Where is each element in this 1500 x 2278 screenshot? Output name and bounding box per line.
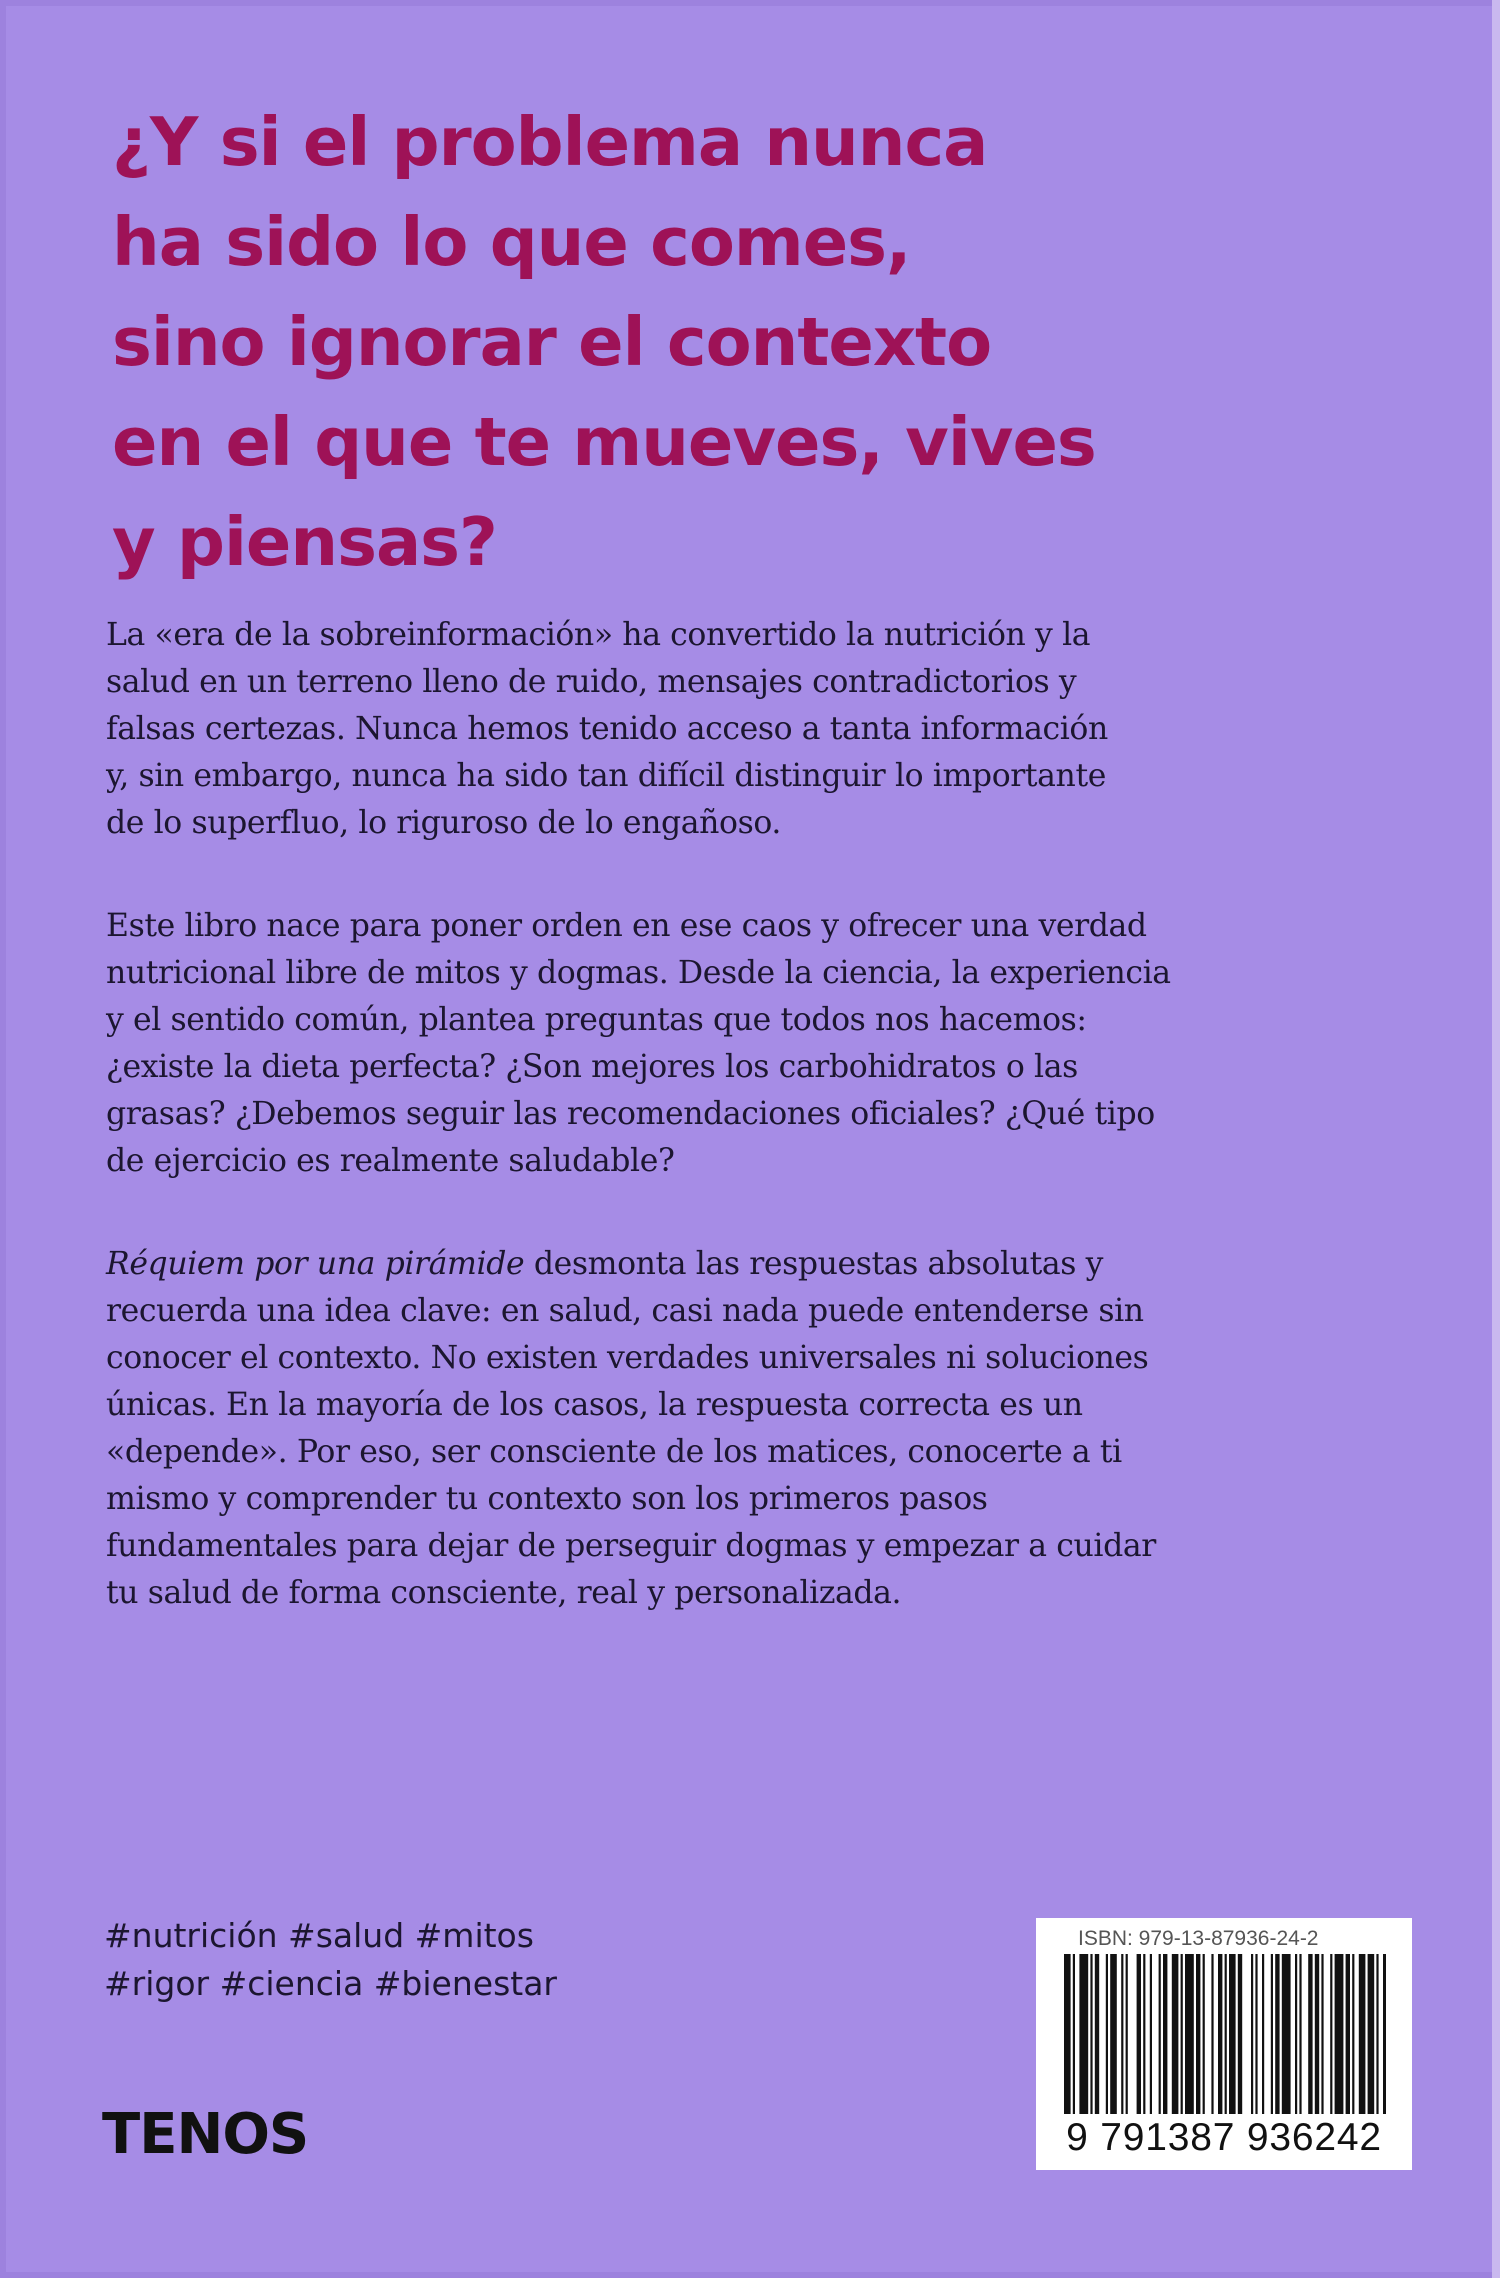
headline-line: sino ignorar el contexto xyxy=(112,303,992,381)
barcode-bar xyxy=(1335,1954,1344,2114)
barcode-bar xyxy=(1203,1954,1205,2114)
text-line: ¿existe la dieta perfecta? ¿Son mejores los carbohidratos o las xyxy=(106,1049,1078,1085)
barcode-bar xyxy=(1079,1954,1088,2114)
barcode-bar xyxy=(1073,1954,1075,2114)
cover-edge xyxy=(1492,0,1500,2278)
barcode-bar xyxy=(1185,1954,1194,2114)
hashtag-row: #nutrición #salud #mitos xyxy=(104,1916,534,1955)
barcode-bar xyxy=(1143,1954,1145,2114)
barcode-bar xyxy=(1251,1954,1253,2114)
barcode-bar xyxy=(1137,1954,1141,2114)
barcode-bar xyxy=(1383,1954,1386,2114)
barcode-digits: 9 791387 936242 xyxy=(1066,2116,1382,2159)
barcode-bar xyxy=(1238,1954,1242,2114)
text-line: de ejercicio es realmente saludable? xyxy=(106,1143,675,1179)
barcode-bar xyxy=(1299,1954,1301,2114)
book-title: Réquiem por una pirámide xyxy=(106,1246,525,1282)
barcode-bar xyxy=(1172,1954,1179,2114)
text-line: y el sentido común, plantea preguntas que todos nos hacemos: xyxy=(106,1002,1087,1038)
text-line xyxy=(106,1241,1186,1288)
text-line: tu salud de forma consciente, real y personalizada. xyxy=(106,1575,902,1611)
barcode-bar xyxy=(1196,1954,1200,2114)
barcode-bar xyxy=(1262,1954,1264,2114)
barcode-bar xyxy=(1255,1954,1257,2114)
text-line: fundamentales para dejar de perseguir dogmas y empezar a cuidar xyxy=(106,1528,1156,1564)
barcode-bar xyxy=(1282,1954,1291,2114)
text-line: de lo superfluo, lo riguroso de lo engañoso. xyxy=(106,805,781,841)
blurb-paragraph-2 xyxy=(106,903,1186,1185)
headline-line: y piensas? xyxy=(112,503,497,581)
barcode-bar xyxy=(1090,1954,1092,2114)
barcode-bar xyxy=(1218,1954,1222,2114)
text-line: falsas certezas. Nunca hemos tenido acceso a tanta información xyxy=(106,711,1108,747)
barcode-bar xyxy=(1211,1954,1213,2114)
barcode-bar xyxy=(1346,1954,1350,2114)
hashtag-row: #rigor #ciencia #bienestar xyxy=(104,1964,557,2003)
text-line: salud en un terreno lleno de ruido, mensajes contradictorios y xyxy=(106,664,1077,700)
barcode-bar xyxy=(1359,1954,1366,2114)
barcode-bar xyxy=(1295,1954,1297,2114)
barcode-bar xyxy=(1376,1954,1378,2114)
barcode-bar xyxy=(1121,1954,1123,2114)
hashtags xyxy=(104,1912,557,2008)
barcode-bar xyxy=(1271,1954,1273,2114)
barcode-bar xyxy=(1368,1954,1375,2114)
barcode-bar xyxy=(1229,1954,1236,2114)
text-line: mismo y comprender tu contexto son los primeros pasos xyxy=(106,1481,988,1517)
text-line: nutricional libre de mitos y dogmas. Desde la ciencia, la experiencia xyxy=(106,955,1171,991)
text-line: «depende». Por eso, ser consciente de los matices, conocerte a ti xyxy=(106,1434,1122,1470)
barcode-bar xyxy=(1225,1954,1227,2114)
text-line: grasas? ¿Debemos seguir las recomendaciones oficiales? ¿Qué tipo xyxy=(106,1096,1155,1132)
text-line: recuerda una idea clave: en salud, casi nada puede entenderse sin xyxy=(106,1293,1144,1329)
headline xyxy=(112,92,1412,592)
text-line: únicas. En la mayoría de los casos, la respuesta correcta es un xyxy=(106,1387,1083,1423)
text-line: Este libro nace para poner orden en ese caos y ofrecer una verdad xyxy=(106,908,1147,944)
publisher-logo: TENOS xyxy=(102,2102,309,2167)
barcode-bar xyxy=(1330,1954,1332,2114)
barcode-bar xyxy=(1308,1954,1312,2114)
text-line: La «era de la sobreinformación» ha convertido la nutrición y la xyxy=(106,617,1091,653)
blurb-paragraph-3 xyxy=(106,1241,1186,1617)
text-line: y, sin embargo, nunca ha sido tan difícil distinguir lo importante xyxy=(106,758,1106,794)
barcode-bar xyxy=(1159,1954,1161,2114)
barcode-bar xyxy=(1181,1954,1183,2114)
barcode-bar xyxy=(1150,1954,1152,2114)
barcode-bar xyxy=(1106,1954,1108,2114)
barcode-bar xyxy=(1064,1954,1071,2114)
barcode-panel xyxy=(1036,1918,1412,2170)
barcode-bar xyxy=(1095,1954,1099,2114)
barcode-bar xyxy=(1315,1954,1319,2114)
barcode-bar xyxy=(1126,1954,1128,2114)
isbn-label: ISBN: 979-13-87936-24-2 xyxy=(1078,1927,1319,1950)
barcode-bar xyxy=(1110,1954,1117,2114)
headline-line: ha sido lo que comes, xyxy=(112,203,911,281)
headline-line: ¿Y si el problema nunca xyxy=(112,103,988,181)
barcode-bar xyxy=(1352,1954,1354,2114)
barcode-graphic xyxy=(1036,1954,1412,2124)
text-line: conocer el contexto. No existen verdades universales ni soluciones xyxy=(106,1340,1149,1376)
barcode-bar xyxy=(1321,1954,1323,2114)
barcode-bar xyxy=(1275,1954,1279,2114)
blurb xyxy=(106,612,1186,1673)
text-fragment: desmonta las respuestas absolutas y xyxy=(524,1246,1103,1282)
barcode-bar xyxy=(1163,1954,1167,2114)
blurb-paragraph-1 xyxy=(106,612,1186,847)
headline-line: en el que te mueves, vives xyxy=(112,403,1096,481)
